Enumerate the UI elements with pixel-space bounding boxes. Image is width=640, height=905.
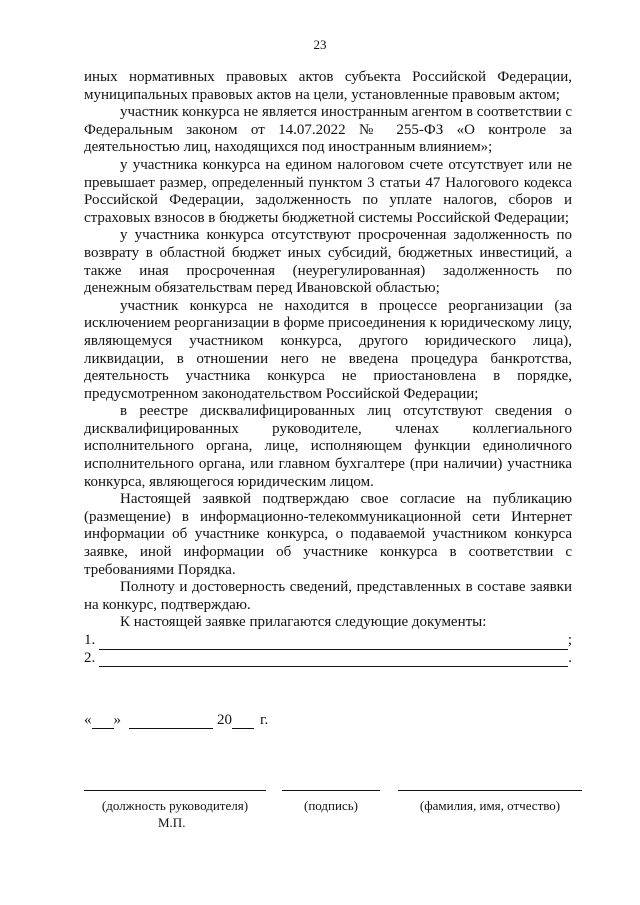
paragraph-consent: Настоящей заявкой подтверждаю свое согласие на публикацию (размещение) в информационно-телекоммуникационной сети Интернет информации об участнике конкурса, о подаваемой участником конкурса заявке, иной информации об участнике конкурса в соответствии с требованиями Порядка. [84, 491, 572, 578]
year-suffix: г. [260, 712, 269, 728]
document-number: 2. [84, 649, 96, 666]
paragraph-budget-debt: у участника конкурса отсутствуют просроченная задолженность по возврату в областной бюджет иных субсидий, бюджетных инвестиций, а также иная просроченная (неурегулированная) задолженность по денежным обязательствам перед Ивановской областью; [84, 227, 572, 297]
year-blank[interactable] [232, 714, 254, 729]
position-signature-line[interactable] [84, 790, 266, 791]
paragraph-tax-debt: у участника конкурса на едином налоговом счете отсутствует или не превышает размер, определенный пунктом 3 статьи 47 Налогового кодекса Российской Федерации, задолженность по уплате налогов, сборов и страховых взносов в бюджеты бюджетной системы Российской Федерации; [84, 156, 572, 226]
paragraph-attachments: К настоящей заявке прилагаются следующие документы: [120, 614, 487, 631]
signature-line[interactable] [282, 790, 380, 791]
paragraph-disqualified-persons: в реестре дисквалифицированных лиц отсутствуют сведения о дисквалифицированных руководителе, членах коллегиального исполнительного органа, лице, исполняющем функции единоличного исполнительного органа, или главном бухгалтере (при наличии) участника конкурса, являющегося юридическим лицом. [84, 403, 572, 490]
paragraph-confirmation: Полноту и достоверность сведений, представленных в составе заявки на конкурс, подтверждаю. [84, 579, 572, 613]
signature-caption: (подпись) [304, 798, 358, 813]
name-signature-line[interactable] [398, 790, 582, 791]
paragraph-foreign-agent: участник конкурса не является иностранным агентом в соответствии с Федеральным законом от 14.07.2022 № 255-ФЗ «О контроле за деятельностью лиц, находящихся под иностранным влиянием»; [84, 104, 572, 156]
document-blank[interactable] [99, 652, 568, 667]
page-number: 23 [313, 37, 327, 52]
date-line [84, 712, 268, 729]
body-text [84, 69, 572, 667]
paragraph-reorganization: участник конкурса не находится в процессе реорганизации (за исключением реорганизации в форме присоединения к юридическому лицу, являющемуся участником конкурса, другого юридического лица), ликвидации, в отношении него не введена процедура банкротства, деятельность участника конкурса не приостановлена в порядке, предусмотренном законодательством Российской Федерации; [84, 297, 572, 402]
date-close-quote: » [113, 712, 121, 728]
name-caption: (фамилия, имя, отчество) [419, 798, 561, 813]
position-caption: (должность руководителя) [101, 798, 249, 813]
document-line-2[interactable] [84, 650, 572, 668]
day-blank[interactable] [92, 714, 114, 729]
document-blank[interactable] [99, 635, 568, 650]
year-prefix: 20 [217, 712, 232, 728]
document-number: 1. [84, 632, 96, 648]
document-line-end: ; [567, 632, 572, 648]
document-line-end: . [568, 649, 572, 666]
paragraph-continuation: иных нормативных правовых актов субъекта Российской Федерации, муниципальных правовых актов на цели, установленные правовым актом; [84, 69, 572, 103]
document-line-1[interactable] [84, 632, 572, 650]
month-blank[interactable] [129, 714, 213, 729]
date-open-quote: « [84, 712, 92, 728]
stamp-place: М.П. [158, 815, 186, 830]
